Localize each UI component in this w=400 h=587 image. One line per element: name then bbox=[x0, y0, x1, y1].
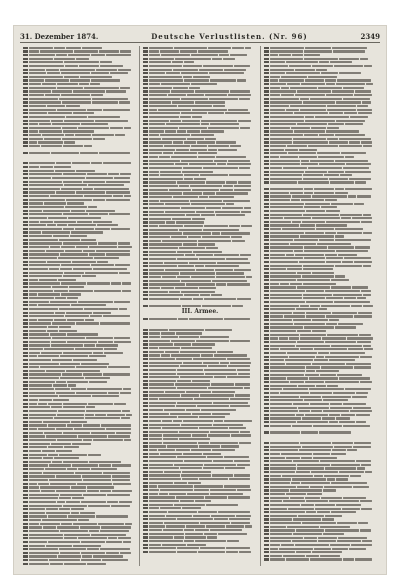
header-issue-number: (Nr. 96) bbox=[269, 31, 308, 41]
text-line bbox=[23, 144, 136, 148]
spacer bbox=[23, 155, 136, 162]
header-title: Deutsche Verlustlisten. (Nr. 96) bbox=[151, 31, 308, 41]
text-line bbox=[23, 562, 136, 566]
text-line bbox=[143, 304, 256, 308]
text-line bbox=[264, 424, 377, 428]
column-2 bbox=[139, 46, 259, 566]
spacer bbox=[143, 321, 256, 328]
text-line bbox=[143, 550, 256, 554]
text-line bbox=[264, 558, 377, 562]
header-page-number: 2349 bbox=[360, 31, 380, 41]
column-3 bbox=[260, 46, 380, 566]
column-1 bbox=[20, 46, 139, 566]
text-line bbox=[264, 431, 377, 435]
text-columns bbox=[20, 46, 380, 566]
newspaper-page bbox=[14, 26, 386, 574]
text-line bbox=[23, 151, 136, 155]
text-line bbox=[264, 181, 377, 185]
text-line bbox=[143, 297, 256, 301]
page-header bbox=[20, 30, 380, 43]
header-date: 31. Dezember 1874. bbox=[20, 31, 99, 41]
spacer bbox=[264, 434, 377, 441]
section-heading: III. Armee. bbox=[181, 308, 219, 316]
text-line bbox=[143, 317, 256, 321]
